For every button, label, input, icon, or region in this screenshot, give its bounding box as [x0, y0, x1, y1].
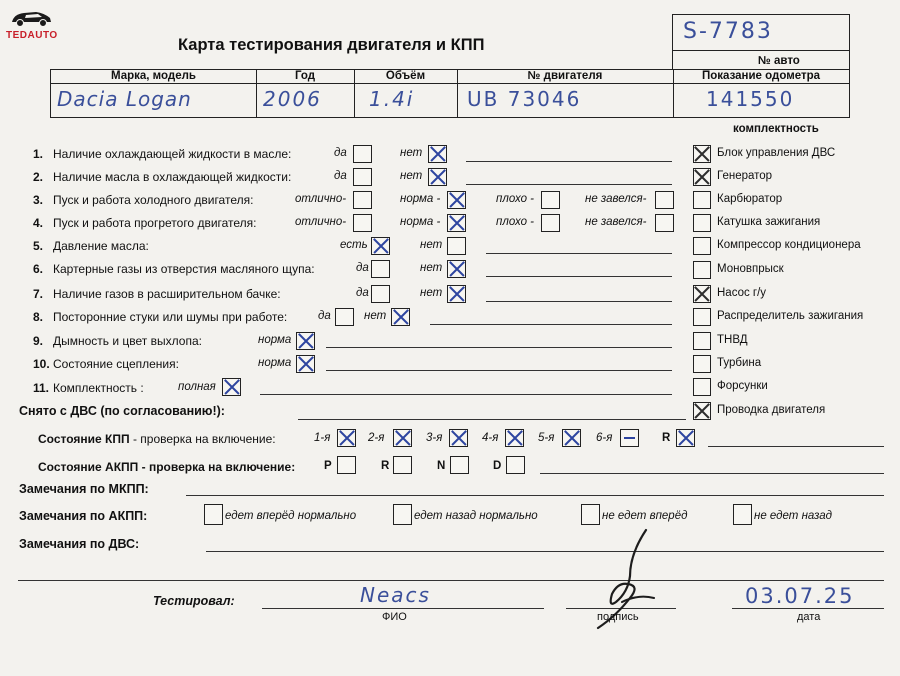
- item-5-box-no[interactable]: [447, 237, 466, 255]
- item-2-opt-no: нет: [400, 170, 423, 182]
- item-1-box-no[interactable]: [428, 145, 447, 163]
- value-odometer: 141550: [706, 87, 795, 111]
- header-col-volume: Объём: [385, 70, 426, 82]
- kpp-gear-6-box[interactable]: [620, 429, 639, 447]
- header-col-odometer: Показание одометра: [702, 70, 820, 82]
- item-5: 5. Давление масла:: [33, 239, 149, 253]
- item-4-box-normal[interactable]: [447, 214, 466, 232]
- item-6-box-no[interactable]: [447, 260, 466, 278]
- kpp-label: Состояние КПП - проверка на включение:: [38, 432, 276, 446]
- kpp-gear-2-label: 2-я: [368, 432, 385, 444]
- equip-box-10[interactable]: [693, 378, 711, 396]
- item-2-box-no[interactable]: [428, 168, 447, 186]
- equip-label-4: Компрессор кондиционера: [717, 239, 861, 251]
- kpp-gear-4-label: 4-я: [482, 432, 499, 444]
- item-6-box-yes[interactable]: [371, 260, 390, 278]
- item-7-opt-no: нет: [420, 287, 443, 299]
- item-1: 1. Наличие охлаждающей жидкости в масле:: [33, 147, 292, 161]
- kpp-gear-4-box[interactable]: [505, 429, 524, 447]
- header-col-model: Марка, модель: [111, 70, 196, 82]
- equip-box-11[interactable]: [693, 402, 711, 420]
- equip-box-9[interactable]: [693, 355, 711, 373]
- item-3-opt-nostart: не завелся-: [585, 193, 647, 205]
- equip-box-2[interactable]: [693, 191, 711, 209]
- item-7-opt-yes: да: [356, 287, 369, 299]
- item-3-box-excellent[interactable]: [353, 191, 372, 209]
- item-6: 6. Картерные газы из отверстия масляного щупа:: [33, 262, 315, 276]
- item-3-box-bad[interactable]: [541, 191, 560, 209]
- kpp-gear-3-label: 3-я: [426, 432, 443, 444]
- header-table: [50, 69, 850, 118]
- equip-label-6: Насос г/у: [717, 287, 767, 299]
- item-4-opt-excellent: отлично-: [295, 216, 347, 228]
- akpp-r-box[interactable]: [393, 456, 412, 474]
- car-number-box: [672, 14, 850, 69]
- item-4-opt-nostart: не завелся-: [585, 216, 647, 228]
- kpp-gear-5-box[interactable]: [562, 429, 581, 447]
- item-6-opt-no: нет: [420, 262, 443, 274]
- equip-box-8[interactable]: [693, 332, 711, 350]
- sign-label: подпись: [597, 611, 639, 623]
- equip-label-0: Блок управления ДВС: [717, 147, 836, 159]
- akpp-remark-box-3[interactable]: [733, 504, 752, 525]
- equip-label-8: ТНВД: [717, 334, 748, 346]
- item-2-box-yes[interactable]: [353, 168, 372, 186]
- akpp-remark-label-2: не едет вперёд: [602, 510, 688, 522]
- header-col-year: Год: [294, 70, 316, 82]
- kpp-gear-1-label: 1-я: [314, 432, 331, 444]
- fio-label: ФИО: [382, 611, 407, 623]
- akpp-remark-label-1: едет назад нормально: [414, 510, 538, 522]
- equip-label-11: Проводка двигателя: [717, 404, 826, 416]
- item-3-opt-normal: норма -: [400, 193, 441, 205]
- logo-text: TEDAUTO: [6, 30, 58, 41]
- item-1-box-yes[interactable]: [353, 145, 372, 163]
- akpp-n-box[interactable]: [450, 456, 469, 474]
- item-3-box-nostart[interactable]: [655, 191, 674, 209]
- item-1-opt-yes: да: [334, 147, 347, 159]
- item-4-opt-bad: плохо -: [496, 216, 534, 228]
- equip-box-6[interactable]: [693, 285, 711, 303]
- item-8-opt-no: нет: [364, 310, 387, 322]
- item-4-box-bad[interactable]: [541, 214, 560, 232]
- equipment-title: комплектность: [733, 123, 819, 135]
- kpp-gear-r-box[interactable]: [676, 429, 695, 447]
- header-col-engine: № двигателя: [527, 70, 603, 82]
- kpp-gear-3-box[interactable]: [449, 429, 468, 447]
- item-8-box-yes[interactable]: [335, 308, 354, 326]
- item-7-box-yes[interactable]: [371, 285, 390, 303]
- item-7: 7. Наличие газов в расширительном бачке:: [33, 287, 281, 301]
- item-4-box-excellent[interactable]: [353, 214, 372, 232]
- item-4-opt-normal: норма -: [400, 216, 441, 228]
- kpp-gear-r-label: R: [662, 432, 671, 444]
- equip-box-0[interactable]: [693, 145, 711, 163]
- value-model: Dacia Logan: [57, 87, 192, 111]
- item-8: 8. Посторонние стуки или шумы при работе:: [33, 310, 288, 324]
- remarks-akpp-label: Замечания по АКПП:: [19, 509, 148, 523]
- akpp-d-box[interactable]: [506, 456, 525, 474]
- date-value: 03.07.25: [745, 584, 855, 608]
- item-10: 10. Состояние сцепления:: [33, 357, 179, 371]
- akpp-d-label: D: [493, 460, 502, 472]
- akpp-remark-label-0: едет вперёд нормально: [225, 510, 357, 522]
- item-7-box-no[interactable]: [447, 285, 466, 303]
- item-6-opt-yes: да: [356, 262, 369, 274]
- equip-label-9: Турбина: [717, 357, 762, 369]
- item-10-box-normal[interactable]: [296, 355, 315, 373]
- item-3-box-normal[interactable]: [447, 191, 466, 209]
- item-4-box-nostart[interactable]: [655, 214, 674, 232]
- item-9: 9. Дымность и цвет выхлопа:: [33, 334, 202, 348]
- item-9-opt-normal: норма: [258, 334, 292, 346]
- remarks-dvs-label: Замечания по ДВС:: [19, 537, 140, 551]
- item-2: 2. Наличие масла в охлаждающей жидкости:: [33, 170, 292, 184]
- item-8-box-no[interactable]: [391, 308, 410, 326]
- akpp-n-label: N: [437, 460, 446, 472]
- item-5-box-yes[interactable]: [371, 237, 390, 255]
- equip-label-10: Форсунки: [717, 380, 768, 392]
- item-3: 3. Пуск и работа холодного двигателя:: [33, 193, 254, 207]
- item-5-opt-yes: есть: [340, 239, 368, 251]
- akpp-remark-box-2[interactable]: [581, 504, 600, 525]
- equip-box-1[interactable]: [693, 168, 711, 186]
- equip-label-1: Генератор: [717, 170, 773, 182]
- car-logo-icon: [8, 6, 54, 28]
- equip-label-2: Карбюратор: [717, 193, 783, 205]
- kpp-gear-2-box[interactable]: [393, 429, 412, 447]
- logo: [4, 6, 56, 44]
- tested-label: Тестировал:: [153, 594, 235, 608]
- item-11-box-full[interactable]: [222, 378, 241, 396]
- akpp-p-label: P: [324, 460, 332, 472]
- value-engine: UB 73046: [467, 87, 582, 111]
- equip-box-3[interactable]: [693, 214, 711, 232]
- item-3-opt-excellent: отлично-: [295, 193, 347, 205]
- equip-label-7: Распределитель зажигания: [717, 310, 864, 322]
- equip-label-5: Моновпрыск: [717, 263, 784, 275]
- value-year: 2006: [263, 87, 322, 111]
- removed-label: Снято с ДВС (по согласованию!):: [19, 404, 225, 418]
- item-11: 11. Комплектность :: [33, 381, 144, 395]
- akpp-r-label: R: [381, 460, 390, 472]
- item-11-opt-full: полная: [178, 381, 216, 393]
- equip-label-3: Катушка зажигания: [717, 216, 821, 228]
- item-2-opt-yes: да: [334, 170, 347, 182]
- item-10-opt-normal: норма: [258, 357, 292, 369]
- item-9-box-normal[interactable]: [296, 332, 315, 350]
- item-8-opt-yes: да: [318, 310, 331, 322]
- akpp-label: Состояние АКПП - проверка на включение:: [38, 460, 296, 474]
- tester-name: Neacs: [360, 583, 431, 607]
- page-title: Карта тестирования двигателя и КПП: [178, 36, 485, 54]
- car-number-label: № авто: [758, 55, 800, 67]
- item-1-opt-no: нет: [400, 147, 423, 159]
- item-5-opt-no: нет: [420, 239, 443, 251]
- akpp-remark-label-3: не едет назад: [754, 510, 833, 522]
- akpp-remark-box-0[interactable]: [204, 504, 223, 525]
- equip-box-7[interactable]: [693, 308, 711, 326]
- item-4: 4. Пуск и работа прогретого двигателя:: [33, 216, 257, 230]
- date-label: дата: [797, 611, 821, 623]
- equip-box-5[interactable]: [693, 261, 711, 279]
- value-volume: 1.4i: [369, 87, 415, 111]
- equip-box-4[interactable]: [693, 237, 711, 255]
- akpp-remark-box-1[interactable]: [393, 504, 412, 525]
- kpp-gear-6-label: 6-я: [596, 432, 613, 444]
- kpp-gear-1-box[interactable]: [337, 429, 356, 447]
- item-3-opt-bad: плохо -: [496, 193, 534, 205]
- car-number-value: S-7783: [683, 19, 773, 44]
- akpp-p-box[interactable]: [337, 456, 356, 474]
- remarks-mkpp-label: Замечания по МКПП:: [19, 482, 149, 496]
- kpp-gear-5-label: 5-я: [538, 432, 555, 444]
